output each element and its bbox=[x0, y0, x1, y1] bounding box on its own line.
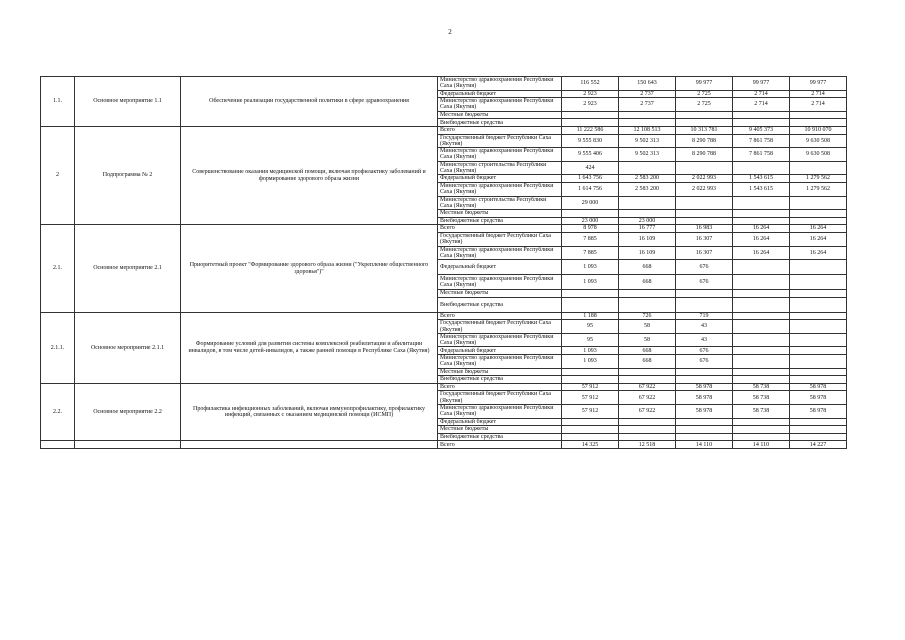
amount-cell: 57 912 bbox=[562, 405, 619, 419]
amount-cell: 14 110 bbox=[733, 441, 790, 449]
amount-cell: 58 bbox=[619, 320, 676, 334]
amount-cell: 67 922 bbox=[619, 391, 676, 405]
amount-cell: 16 307 bbox=[676, 232, 733, 246]
amount-cell bbox=[562, 426, 619, 434]
funding-source-cell: Всего bbox=[438, 225, 562, 233]
amount-cell bbox=[676, 297, 733, 312]
description-cell: Обеспечение реализации государственной политики в сфере здравоохранения bbox=[181, 77, 438, 127]
funding-source-cell: Министерство здравоохранения Республики Саха (Якутия) bbox=[438, 182, 562, 196]
amount-cell bbox=[619, 376, 676, 384]
financing-table bbox=[40, 76, 847, 449]
event-name-cell bbox=[75, 441, 181, 449]
amount-cell: 668 bbox=[619, 260, 676, 275]
amount-cell: 23 000 bbox=[562, 217, 619, 225]
amount-cell bbox=[790, 347, 847, 355]
amount-cell: 29 000 bbox=[562, 196, 619, 210]
amount-cell bbox=[619, 297, 676, 312]
amount-cell bbox=[619, 290, 676, 298]
event-name-cell: Основное мероприятие 2.1 bbox=[75, 225, 181, 312]
funding-source-cell: Федеральный бюджет bbox=[438, 175, 562, 183]
amount-cell bbox=[733, 196, 790, 210]
amount-cell: 10 910 070 bbox=[790, 126, 847, 134]
funding-source-cell: Министерство здравоохранения Республики Саха (Якутия) bbox=[438, 275, 562, 290]
amount-cell: 1 279 562 bbox=[790, 175, 847, 183]
amount-cell bbox=[676, 418, 733, 426]
amount-cell bbox=[790, 376, 847, 384]
amount-cell: 57 912 bbox=[562, 383, 619, 391]
amount-cell: 14 325 bbox=[562, 441, 619, 449]
amount-cell: 1 093 bbox=[562, 355, 619, 369]
amount-cell bbox=[676, 376, 733, 384]
amount-cell: 676 bbox=[676, 347, 733, 355]
amount-cell bbox=[619, 111, 676, 119]
amount-cell: 99 977 bbox=[733, 77, 790, 91]
amount-cell: 14 110 bbox=[676, 441, 733, 449]
amount-cell bbox=[790, 333, 847, 347]
amount-cell: 58 978 bbox=[676, 383, 733, 391]
page-number: 2 bbox=[448, 28, 452, 36]
amount-cell bbox=[733, 161, 790, 175]
amount-cell bbox=[733, 376, 790, 384]
amount-cell: 668 bbox=[619, 347, 676, 355]
amount-cell bbox=[790, 260, 847, 275]
funding-source-cell: Министерство здравоохранения Республики Саха (Якутия) bbox=[438, 333, 562, 347]
funding-source-cell: Внебюджетные средства bbox=[438, 217, 562, 225]
funding-source-cell: Местные бюджеты bbox=[438, 426, 562, 434]
table-row bbox=[41, 383, 847, 391]
amount-cell: 2 737 bbox=[619, 98, 676, 112]
amount-cell: 10 313 781 bbox=[676, 126, 733, 134]
funding-source-cell: Местные бюджеты bbox=[438, 111, 562, 119]
amount-cell: 2 923 bbox=[562, 90, 619, 98]
amount-cell: 9 405 373 bbox=[733, 126, 790, 134]
amount-cell bbox=[733, 418, 790, 426]
amount-cell bbox=[619, 418, 676, 426]
amount-cell: 2 725 bbox=[676, 98, 733, 112]
funding-source-cell: Федеральный бюджет bbox=[438, 347, 562, 355]
amount-cell bbox=[790, 418, 847, 426]
amount-cell: 16 264 bbox=[733, 232, 790, 246]
event-name-cell: Основное мероприятие 2.1.1 bbox=[75, 312, 181, 383]
amount-cell bbox=[733, 333, 790, 347]
amount-cell bbox=[676, 426, 733, 434]
amount-cell bbox=[733, 217, 790, 225]
amount-cell: 2 714 bbox=[790, 90, 847, 98]
table-row bbox=[41, 126, 847, 134]
amount-cell bbox=[790, 355, 847, 369]
amount-cell: 9 555 830 bbox=[562, 134, 619, 148]
amount-cell: 2 714 bbox=[733, 90, 790, 98]
amount-cell: 7 885 bbox=[562, 246, 619, 260]
amount-cell bbox=[676, 217, 733, 225]
amount-cell: 99 977 bbox=[676, 77, 733, 91]
event-name-cell: Подпрограмма № 2 bbox=[75, 126, 181, 224]
amount-cell bbox=[733, 119, 790, 127]
amount-cell bbox=[619, 210, 676, 218]
funding-source-cell: Министерство здравоохранения Республики Саха (Якутия) bbox=[438, 246, 562, 260]
amount-cell bbox=[733, 260, 790, 275]
amount-cell: 1 543 615 bbox=[733, 175, 790, 183]
funding-source-cell: Министерство здравоохранения Республики Саха (Якутия) bbox=[438, 405, 562, 419]
amount-cell bbox=[676, 119, 733, 127]
code-cell: 2 bbox=[41, 126, 75, 224]
amount-cell: 95 bbox=[562, 333, 619, 347]
amount-cell: 2 714 bbox=[733, 98, 790, 112]
amount-cell bbox=[790, 320, 847, 334]
amount-cell: 676 bbox=[676, 275, 733, 290]
code-cell: 1.1. bbox=[41, 77, 75, 127]
amount-cell: 9 630 508 bbox=[790, 134, 847, 148]
amount-cell: 58 738 bbox=[733, 405, 790, 419]
amount-cell: 67 922 bbox=[619, 405, 676, 419]
amount-cell bbox=[676, 368, 733, 376]
amount-cell bbox=[733, 433, 790, 441]
code-cell: 2.1.1. bbox=[41, 312, 75, 383]
funding-source-cell: Государственный бюджет Республики Саха (Якутия) bbox=[438, 134, 562, 148]
amount-cell bbox=[676, 210, 733, 218]
funding-source-cell: Министерство здравоохранения Республики Саха (Якутия) bbox=[438, 98, 562, 112]
amount-cell: 2 022 993 bbox=[676, 182, 733, 196]
amount-cell bbox=[790, 210, 847, 218]
amount-cell: 16 109 bbox=[619, 232, 676, 246]
amount-cell: 58 978 bbox=[790, 383, 847, 391]
amount-cell: 424 bbox=[562, 161, 619, 175]
amount-cell: 1 093 bbox=[562, 347, 619, 355]
amount-cell bbox=[790, 290, 847, 298]
amount-cell: 1 614 756 bbox=[562, 182, 619, 196]
amount-cell bbox=[733, 297, 790, 312]
amount-cell: 1 093 bbox=[562, 260, 619, 275]
amount-cell bbox=[676, 196, 733, 210]
funding-source-cell: Всего bbox=[438, 312, 562, 320]
amount-cell bbox=[562, 376, 619, 384]
amount-cell bbox=[676, 111, 733, 119]
amount-cell: 58 bbox=[619, 333, 676, 347]
amount-cell bbox=[676, 161, 733, 175]
amount-cell bbox=[733, 355, 790, 369]
amount-cell: 58 738 bbox=[733, 383, 790, 391]
amount-cell: 16 109 bbox=[619, 246, 676, 260]
amount-cell: 16 264 bbox=[733, 246, 790, 260]
amount-cell bbox=[562, 297, 619, 312]
amount-cell bbox=[733, 347, 790, 355]
table-row bbox=[41, 312, 847, 320]
funding-source-cell: Местные бюджеты bbox=[438, 368, 562, 376]
funding-source-cell: Федеральный бюджет bbox=[438, 418, 562, 426]
amount-cell: 2 923 bbox=[562, 98, 619, 112]
funding-source-cell: Государственный бюджет Республики Саха (Якутия) bbox=[438, 391, 562, 405]
amount-cell: 2 022 993 bbox=[676, 175, 733, 183]
amount-cell: 676 bbox=[676, 355, 733, 369]
amount-cell: 2 583 200 bbox=[619, 182, 676, 196]
table-row bbox=[41, 225, 847, 233]
amount-cell: 16 264 bbox=[790, 232, 847, 246]
amount-cell bbox=[619, 426, 676, 434]
amount-cell: 1 093 bbox=[562, 275, 619, 290]
amount-cell: 11 222 586 bbox=[562, 126, 619, 134]
amount-cell: 43 bbox=[676, 333, 733, 347]
description-cell: Профилактика инфекционных заболеваний, включая иммунопрофилактику, профилактику инфекций, связанных с оказанием медицинской помощи (ИСМП) bbox=[181, 383, 438, 441]
description-cell: Совершенствование оказания медицинской помощи, включая профилактику заболеваний и формирование здорового образа жизни bbox=[181, 126, 438, 224]
amount-cell: 99 977 bbox=[790, 77, 847, 91]
amount-cell: 8 290 788 bbox=[676, 134, 733, 148]
funding-source-cell: Всего bbox=[438, 126, 562, 134]
amount-cell bbox=[619, 119, 676, 127]
amount-cell bbox=[790, 312, 847, 320]
amount-cell bbox=[733, 320, 790, 334]
table-row bbox=[41, 441, 847, 449]
amount-cell: 12 518 bbox=[619, 441, 676, 449]
amount-cell bbox=[790, 297, 847, 312]
amount-cell: 116 552 bbox=[562, 77, 619, 91]
amount-cell: 9 555 406 bbox=[562, 148, 619, 162]
amount-cell bbox=[790, 161, 847, 175]
amount-cell bbox=[790, 433, 847, 441]
amount-cell bbox=[619, 196, 676, 210]
amount-cell: 7 861 758 bbox=[733, 134, 790, 148]
amount-cell: 16 307 bbox=[676, 246, 733, 260]
amount-cell: 1 188 bbox=[562, 312, 619, 320]
funding-source-cell: Министерство здравоохранения Республики Саха (Якутия) bbox=[438, 148, 562, 162]
amount-cell: 9 502 313 bbox=[619, 134, 676, 148]
amount-cell: 1 543 615 bbox=[733, 182, 790, 196]
funding-source-cell: Федеральный бюджет bbox=[438, 260, 562, 275]
amount-cell bbox=[619, 368, 676, 376]
amount-cell bbox=[733, 368, 790, 376]
amount-cell: 676 bbox=[676, 260, 733, 275]
amount-cell bbox=[790, 275, 847, 290]
funding-source-cell: Внебюджетные средства bbox=[438, 119, 562, 127]
amount-cell bbox=[733, 275, 790, 290]
amount-cell bbox=[733, 210, 790, 218]
funding-source-cell: Министерство строительства Республики Саха (Якутия) bbox=[438, 196, 562, 210]
funding-source-cell: Местные бюджеты bbox=[438, 290, 562, 298]
amount-cell: 150 643 bbox=[619, 77, 676, 91]
amount-cell bbox=[790, 119, 847, 127]
amount-cell: 7 885 bbox=[562, 232, 619, 246]
amount-cell: 2 737 bbox=[619, 90, 676, 98]
amount-cell: 12 108 513 bbox=[619, 126, 676, 134]
amount-cell: 1 643 756 bbox=[562, 175, 619, 183]
amount-cell bbox=[733, 426, 790, 434]
description-cell bbox=[181, 441, 438, 449]
amount-cell bbox=[562, 368, 619, 376]
funding-source-cell: Министерство строительства Республики Саха (Якутия) bbox=[438, 161, 562, 175]
amount-cell bbox=[733, 290, 790, 298]
funding-source-cell: Государственный бюджет Республики Саха (Якутия) bbox=[438, 320, 562, 334]
description-cell: Формирование условий для развития системы комплексной реабилитации и абилитации инвалидов, в том числе детей-инвалидов, а также ранней помощи в Республике Саха (Якутия) bbox=[181, 312, 438, 383]
amount-cell: 58 978 bbox=[676, 405, 733, 419]
amount-cell: 668 bbox=[619, 275, 676, 290]
amount-cell: 719 bbox=[676, 312, 733, 320]
code-cell: 2.2. bbox=[41, 383, 75, 441]
amount-cell: 8 290 788 bbox=[676, 148, 733, 162]
funding-source-cell: Внебюджетные средства bbox=[438, 433, 562, 441]
amount-cell bbox=[619, 433, 676, 441]
amount-cell bbox=[733, 111, 790, 119]
amount-cell: 57 912 bbox=[562, 391, 619, 405]
amount-cell bbox=[619, 161, 676, 175]
amount-cell bbox=[790, 217, 847, 225]
amount-cell bbox=[562, 210, 619, 218]
amount-cell: 58 738 bbox=[733, 391, 790, 405]
amount-cell bbox=[790, 368, 847, 376]
amount-cell: 9 502 313 bbox=[619, 148, 676, 162]
amount-cell bbox=[562, 290, 619, 298]
amount-cell bbox=[562, 111, 619, 119]
amount-cell: 9 630 508 bbox=[790, 148, 847, 162]
code-cell bbox=[41, 441, 75, 449]
amount-cell: 668 bbox=[619, 355, 676, 369]
amount-cell: 2 583 200 bbox=[619, 175, 676, 183]
event-name-cell: Основное мероприятие 1.1 bbox=[75, 77, 181, 127]
amount-cell: 16 264 bbox=[733, 225, 790, 233]
amount-cell bbox=[562, 119, 619, 127]
amount-cell: 14 227 bbox=[790, 441, 847, 449]
amount-cell: 1 279 562 bbox=[790, 182, 847, 196]
funding-source-cell: Федеральный бюджет bbox=[438, 90, 562, 98]
funding-source-cell: Министерство здравоохранения Республики Саха (Якутия) bbox=[438, 355, 562, 369]
amount-cell: 67 922 bbox=[619, 383, 676, 391]
amount-cell: 43 bbox=[676, 320, 733, 334]
amount-cell: 58 978 bbox=[790, 391, 847, 405]
amount-cell bbox=[676, 290, 733, 298]
amount-cell: 2 725 bbox=[676, 90, 733, 98]
funding-source-cell: Всего bbox=[438, 441, 562, 449]
table-row bbox=[41, 77, 847, 91]
amount-cell bbox=[790, 426, 847, 434]
amount-cell bbox=[562, 433, 619, 441]
funding-source-cell: Внебюджетные средства bbox=[438, 376, 562, 384]
amount-cell: 58 978 bbox=[676, 391, 733, 405]
amount-cell bbox=[790, 111, 847, 119]
amount-cell: 58 978 bbox=[790, 405, 847, 419]
amount-cell bbox=[676, 433, 733, 441]
code-cell: 2.1. bbox=[41, 225, 75, 312]
description-cell: Приоритетный проект "Формирование здорового образа жизни ("Укрепление общественного здоровья")" bbox=[181, 225, 438, 312]
funding-source-cell: Местные бюджеты bbox=[438, 210, 562, 218]
amount-cell: 16 264 bbox=[790, 246, 847, 260]
funding-source-cell: Внебюджетные средства bbox=[438, 297, 562, 312]
funding-source-cell: Министерство здравоохранения Республики Саха (Якутия) bbox=[438, 77, 562, 91]
amount-cell: 7 861 758 bbox=[733, 148, 790, 162]
funding-source-cell: Всего bbox=[438, 383, 562, 391]
amount-cell: 23 000 bbox=[619, 217, 676, 225]
amount-cell: 16 777 bbox=[619, 225, 676, 233]
amount-cell: 726 bbox=[619, 312, 676, 320]
amount-cell: 95 bbox=[562, 320, 619, 334]
amount-cell bbox=[562, 418, 619, 426]
amount-cell bbox=[733, 312, 790, 320]
amount-cell: 16 264 bbox=[790, 225, 847, 233]
amount-cell bbox=[790, 196, 847, 210]
amount-cell: 16 983 bbox=[676, 225, 733, 233]
amount-cell: 2 714 bbox=[790, 98, 847, 112]
event-name-cell: Основное мероприятие 2.2 bbox=[75, 383, 181, 441]
amount-cell: 8 978 bbox=[562, 225, 619, 233]
funding-source-cell: Государственный бюджет Республики Саха (Якутия) bbox=[438, 232, 562, 246]
